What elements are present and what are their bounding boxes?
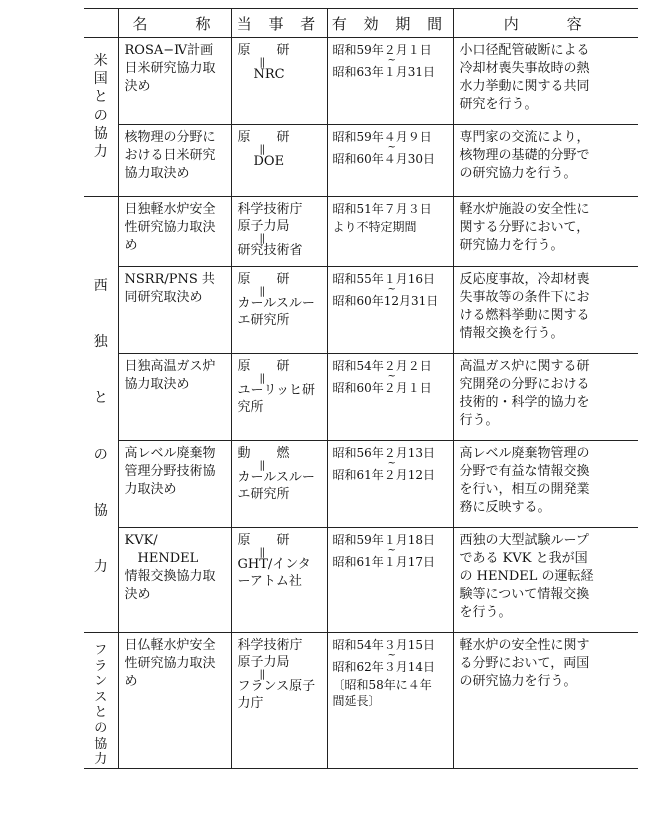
period-from: 昭和59年１月18日 [332, 533, 436, 547]
agreement-name: ROSA−Ⅳ計画 日米研究協力取 決め [124, 43, 216, 94]
party-b: カールスルー エ研究所 [237, 296, 315, 328]
group-label-west-germany: 西 独 と の 協 力 [93, 278, 108, 575]
table-row [84, 125, 638, 197]
group-cell-usa [84, 38, 118, 197]
party-a: 原 研 [237, 533, 290, 548]
agreement-content: 西独の大型試験ループ である KVK と我が国 の HENDEL の運転経 験等について情報交換 を行う。 [459, 533, 594, 620]
group-label-usa: 米 国 と の 協 力 [93, 53, 108, 160]
cooperation-table [84, 8, 638, 769]
period-to: 昭和61年１月17日 [332, 555, 436, 569]
table-row [84, 633, 638, 769]
agreement-name: 高レベル廃棄物 管理分野技術協 力取決め [124, 446, 216, 497]
party-b: 研究技術省 [237, 243, 303, 258]
tilde-mark: ~ [387, 545, 396, 556]
tilde-mark: ~ [387, 284, 396, 295]
agreement-content: 高レベル廃棄物管理の 分野で有益な情報交換 を行い，相互の開発業 務に反映する。 [459, 446, 590, 515]
period-to: 昭和60年２月１日 [332, 381, 432, 395]
period-to: 昭和60年４月30日 [332, 152, 436, 166]
tilde-mark: ~ [387, 650, 396, 661]
period-from: 昭和54年３月15日 [332, 638, 436, 652]
equals-mark: || [259, 373, 265, 384]
table-row [84, 354, 638, 441]
agreement-name: NSRR/PNS 共 同研究取決め [124, 272, 215, 305]
period-to: 昭和61年２月12日 [332, 468, 436, 482]
party-a: 動 燃 [237, 446, 290, 461]
period-from: 昭和59年４月９日 [332, 130, 432, 144]
tilde-mark: ~ [387, 142, 396, 153]
group-header [84, 9, 118, 38]
agreement-name: 核物理の分野に おける日米研究 協力取決め [124, 130, 216, 181]
period-to: 昭和63年１月31日 [332, 65, 436, 79]
agreement-name: 日独高温ガス炉 協力取決め [124, 359, 216, 392]
period-from: 昭和51年７月３日 [332, 202, 432, 216]
period-note: 〔昭和58年に４年 間延長〕 [332, 678, 432, 708]
period-note: より不特定期間 [332, 220, 417, 234]
equals-mark: || [259, 286, 265, 297]
header-row [84, 9, 638, 38]
period-from: 昭和54年２月２日 [332, 359, 432, 373]
agreement-content: 軽水炉施設の安全性に 関する分野において， 研究協力を行う。 [459, 202, 590, 253]
party-b: フランス原子 力庁 [237, 679, 316, 711]
group-cell-france [84, 633, 118, 769]
period-from: 昭和56年２月13日 [332, 446, 436, 460]
agreement-name: 日仏軽水炉安全 性研究協力取決 め [124, 638, 216, 689]
table-row [84, 38, 638, 125]
agreement-name: 日独軽水炉安全 性研究協力取決め [124, 202, 216, 253]
party-b: カールスルー エ研究所 [237, 470, 315, 502]
party-b: ユーリッヒ研 究所 [237, 383, 315, 415]
party-a: 原 研 [237, 130, 290, 145]
agreement-content: 専門家の交流により， 核物理の基礎的分野で の研究協力を行う。 [459, 130, 590, 181]
party-b: GHT/インタ ーアトム社 [237, 557, 311, 589]
table-row [84, 197, 638, 267]
period-to: 昭和62年３月14日 [332, 660, 436, 674]
tilde-mark: ~ [387, 55, 396, 66]
agreement-content: 軽水炉の安全性に関す る分野において，両国 の研究協力を行う。 [459, 638, 590, 689]
equals-mark: || [259, 669, 265, 680]
party-b: NRC [253, 67, 285, 82]
agreement-content: 高温ガス炉に関する研 究開発の分野における 技術的・科学的協力を 行う。 [459, 359, 590, 428]
table-row [84, 528, 638, 633]
group-label-france: フ ラ ン ス と の 協 力 [94, 643, 108, 768]
equals-mark: || [259, 233, 265, 244]
agreement-content: 反応度事故，冷却材喪 失事故等の条件下にお ける燃料挙動に関する 情報交換を行う。 [459, 272, 590, 341]
party-b: DOE [253, 154, 285, 169]
content-header: 内 容 [453, 9, 638, 38]
party-a: 原 研 [237, 43, 290, 58]
name-header: 名 称 [118, 9, 231, 38]
equals-mark: || [259, 144, 265, 155]
party-header: 当 事 者 [231, 9, 327, 38]
period-from: 昭和55年１月16日 [332, 272, 436, 286]
party-a: 科学技術庁 原子力局 [237, 202, 303, 234]
table-row [84, 441, 638, 528]
agreement-content: 小口径配管破断による 冷却材喪失事故時の熱 水力挙動に関する共同 研究を行う。 [459, 43, 590, 112]
group-cell-west-germany [84, 197, 118, 633]
table-row [84, 267, 638, 354]
period-header: 有 効 期 間 [327, 9, 453, 38]
period-from: 昭和59年２月１日 [332, 43, 432, 57]
tilde-mark: ~ [387, 371, 396, 382]
equals-mark: || [259, 460, 265, 471]
equals-mark: || [259, 57, 265, 68]
party-a: 原 研 [237, 272, 290, 287]
tilde-mark: ~ [387, 458, 396, 469]
party-a: 科学技術庁 原子力局 [237, 638, 303, 670]
period-to: 昭和60年12月31日 [332, 294, 439, 308]
party-a: 原 研 [237, 359, 290, 374]
equals-mark: || [259, 547, 265, 558]
agreement-name: KVK/ HENDEL 情報交換協力取 決め [124, 533, 216, 602]
